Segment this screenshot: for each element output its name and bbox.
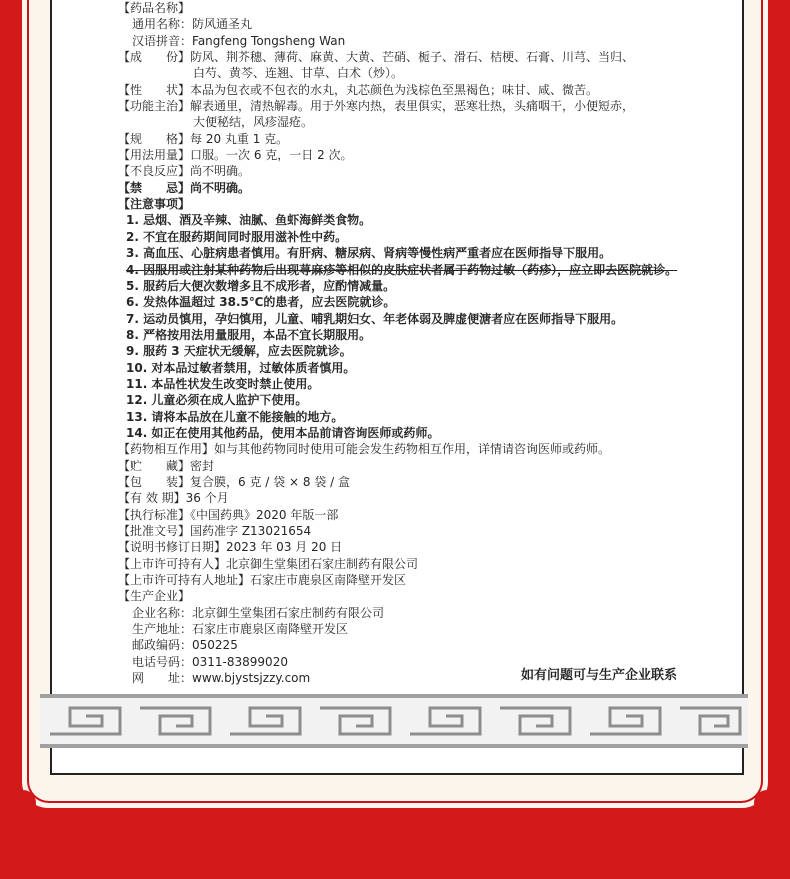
- row-indications: 【功能主治】解表通里，清热解毒。用于外寒内热，表里俱实，恶寒壮热，头痛咽干，小便短赤，: [118, 99, 635, 114]
- row-drug-name: 【药品名称】: [118, 1, 191, 15]
- precaution-item: 8. 严格按用法用量服用，本品不宜长期服用。: [126, 327, 372, 342]
- row-mah: 【上市许可持有人】北京御生堂集团石家庄制药有限公司: [118, 556, 419, 571]
- leaflet-tail: [118, 441, 758, 686]
- precaution-item: 6. 发热体温超过 38.5℃的患者，应去医院就诊。: [126, 295, 396, 310]
- row-indications-cont: 大便秘结，风疹湿疮。: [193, 115, 314, 130]
- precaution-item: 1. 忌烟、酒及辛辣、油腻、鱼虾海鲜类食物。: [126, 213, 372, 228]
- contact-note: 如有问题可与生产企业联系: [521, 668, 678, 683]
- precaution-item: 10. 对本品过敏者禁用，过敏体质者慎用。: [126, 360, 356, 375]
- row-website: 网 址：www.bjystsjzzy.com: [132, 671, 311, 686]
- row-dosage: 【用法用量】口服。一次 6 克，一日 2 次。: [118, 148, 353, 163]
- panel-corner-right: [754, 790, 780, 816]
- row-storage: 【贮 藏】密封: [118, 458, 215, 473]
- leaflet-head: [118, 0, 758, 212]
- precautions-list: [118, 212, 758, 441]
- leaflet-content: [118, 0, 758, 686]
- row-spec: 【规 格】每 20 丸重 1 克。: [118, 131, 289, 146]
- precaution-item: 12. 儿童必须在成人监护下使用。: [126, 393, 308, 408]
- row-precautions-title: 【注意事项】: [118, 197, 191, 212]
- row-approval: 【批准文号】国药准字 Z13021654: [118, 524, 312, 538]
- precaution-item: 2. 不宜在服药期间同时服用滋补性中药。: [126, 229, 348, 244]
- row-company-name: 企业名称：北京御生堂集团石家庄制药有限公司: [132, 605, 385, 620]
- precaution-item: 11. 本品性状发生改变时禁止使用。: [126, 376, 320, 391]
- panel-corner-left: [10, 790, 36, 816]
- row-package: 【包 装】复合膜，6 克 / 袋 × 8 袋 / 盒: [118, 474, 350, 489]
- row-adverse: 【不良反应】尚不明确。: [118, 164, 251, 179]
- precaution-item: 7. 运动员慎用，孕妇慎用，儿童、哺乳期妇女、年老体弱及脾虚便溏者应在医师指导下服用。: [126, 311, 624, 326]
- row-production-address: 生产地址：石家庄市鹿泉区南降壁开发区: [132, 622, 349, 637]
- row-pinyin: 汉语拼音：Fangfeng Tongsheng Wan: [132, 33, 346, 48]
- pattern-icon: [40, 694, 748, 748]
- decorative-band: [40, 694, 748, 748]
- row-contraindications: 【禁 忌】尚不明确。: [118, 180, 251, 195]
- row-ingredients-cont: 白芍、黄芩、连翘、甘草、白术（炒）。: [193, 66, 404, 81]
- row-standard: 【执行标准】《中国药典》2020 年版一部: [118, 507, 339, 522]
- row-revision-date: 【说明书修订日期】2023 年 03 月 20 日: [118, 540, 343, 555]
- precaution-item: 3. 高血压、心脏病患者慎用。有肝病、糖尿病、肾病等慢性病严重者应在医师指导下服用。: [126, 246, 612, 261]
- row-ingredients: 【成 份】防风、荆芥穗、薄荷、麻黄、大黄、芒硝、栀子、滑石、桔梗、石膏、川芎、当归、: [118, 50, 635, 65]
- precaution-item: 13. 请将本品放在儿童不能接触的地方。: [126, 409, 344, 424]
- row-manufacturer-title: 【生产企业】: [118, 589, 191, 604]
- precaution-item: 5. 服药后大便次数增多且不成形者，应酌情减量。: [126, 278, 396, 293]
- row-appearance: 【性 状】本品为包衣或不包衣的水丸，丸芯颜色为浅棕色至黑褐色；味甘、咸、微苦。: [118, 82, 599, 97]
- precaution-item: 4. 因服用或注射某种药物后出现荨麻疹等相似的皮肤症状者属于药物过敏（药疹），应立即去医院就诊。: [126, 262, 678, 277]
- row-phone: 电话号码：0311-83899020: [132, 654, 288, 669]
- row-interactions: 【药物相互作用】如与其他药物同时使用可能会发生药物相互作用，详情请咨询医师或药师。: [118, 442, 611, 457]
- row-postal-code: 邮政编码：050225: [132, 638, 238, 653]
- precaution-item: 9. 服药 3 天症状无缓解，应去医院就诊。: [126, 344, 352, 359]
- row-shelf-life: 【有 效 期】36 个月: [118, 491, 229, 506]
- precaution-item: 14. 如正在使用其他药品，使用本品前请咨询医师或药师。: [126, 425, 440, 440]
- row-mah-address: 【上市许可持有人地址】石家庄市鹿泉区南降壁开发区: [118, 573, 407, 588]
- row-generic-name: 通用名称：防风通圣丸: [132, 17, 253, 32]
